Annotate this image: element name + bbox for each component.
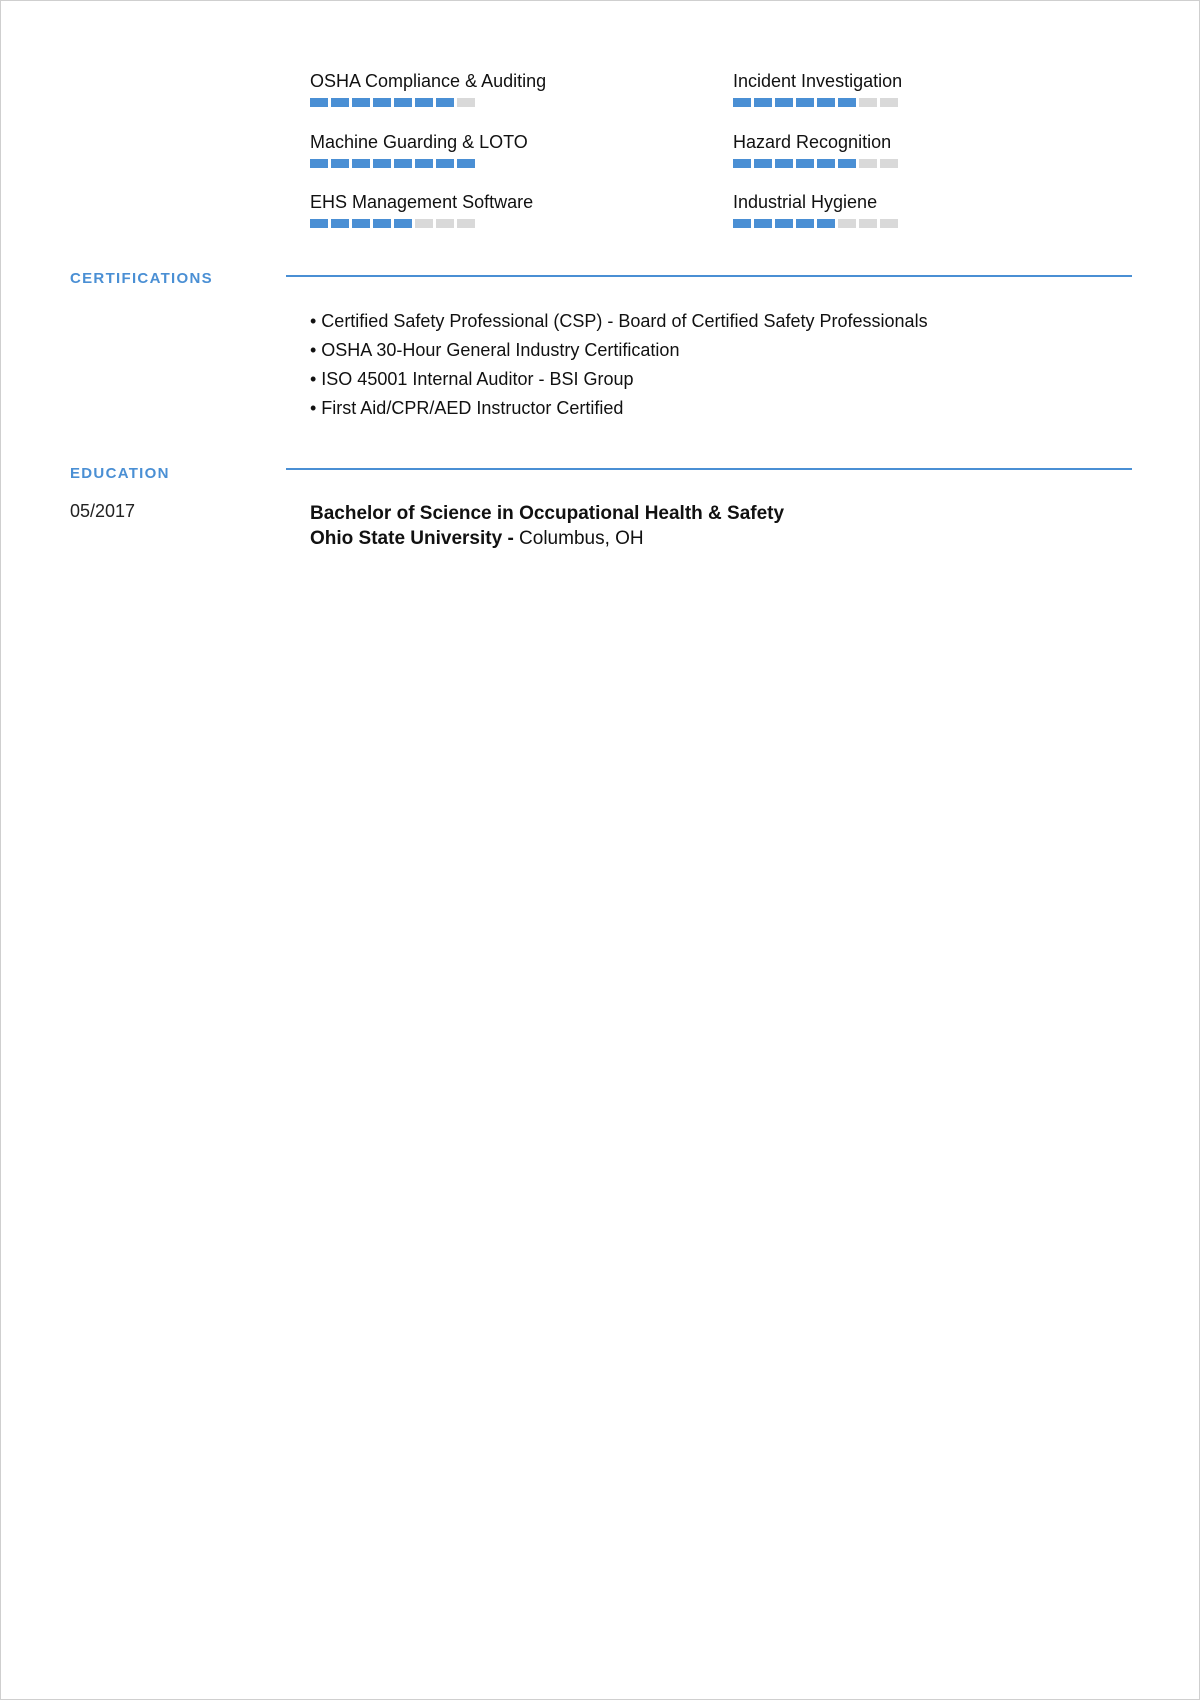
skill-rating (733, 219, 1093, 228)
rating-segment-empty (457, 219, 475, 228)
rating-segment-filled (352, 219, 370, 228)
rating-segment-filled (838, 159, 856, 168)
section-divider (286, 275, 1132, 277)
skill-item (310, 131, 670, 168)
education-degree: Bachelor of Science in Occupational Health & Safety (310, 503, 785, 524)
rating-segment-filled (310, 159, 328, 168)
rating-segment-filled (754, 159, 772, 168)
skill-item (310, 70, 670, 107)
rating-segment-empty (457, 98, 475, 107)
skill-rating (310, 219, 670, 228)
education-heading: EDUCATION (70, 465, 170, 482)
certification-item: • First Aid/CPR/AED Instructor Certified (310, 398, 624, 418)
rating-segment-filled (436, 98, 454, 107)
certifications-list (310, 307, 928, 423)
rating-segment-filled (796, 159, 814, 168)
rating-segment-filled (394, 159, 412, 168)
skill-rating (310, 159, 670, 168)
rating-segment-filled (754, 98, 772, 107)
section-divider (286, 468, 1132, 470)
rating-segment-filled (796, 219, 814, 228)
skill-name: Industrial Hygiene (733, 192, 878, 212)
certifications-heading: CERTIFICATIONS (70, 270, 213, 287)
rating-segment-filled (733, 98, 751, 107)
rating-segment-empty (859, 98, 877, 107)
skill-name: Incident Investigation (733, 71, 903, 91)
rating-segment-filled (733, 159, 751, 168)
education-school: Ohio State University - (310, 528, 520, 549)
education-institution-line (310, 526, 784, 551)
rating-segment-filled (796, 98, 814, 107)
rating-segment-filled (436, 159, 454, 168)
skill-item (733, 131, 1093, 168)
skill-name: Hazard Recognition (733, 132, 892, 152)
rating-segment-filled (373, 219, 391, 228)
skill-item (733, 191, 1093, 228)
rating-segment-filled (310, 219, 328, 228)
rating-segment-filled (352, 98, 370, 107)
rating-segment-empty (880, 159, 898, 168)
rating-segment-filled (394, 219, 412, 228)
rating-segment-filled (775, 159, 793, 168)
certification-item: • ISO 45001 Internal Auditor - BSI Group (310, 369, 634, 389)
skill-rating (310, 98, 670, 107)
rating-segment-empty (415, 219, 433, 228)
rating-segment-empty (859, 159, 877, 168)
certification-item: • Certified Safety Professional (CSP) - Board of Certified Safety Professionals (310, 311, 928, 331)
rating-segment-filled (394, 98, 412, 107)
rating-segment-filled (331, 219, 349, 228)
rating-segment-filled (415, 159, 433, 168)
rating-segment-filled (733, 219, 751, 228)
rating-segment-filled (754, 219, 772, 228)
rating-segment-filled (331, 159, 349, 168)
rating-segment-empty (859, 219, 877, 228)
skill-item (733, 70, 1093, 107)
rating-segment-filled (373, 159, 391, 168)
skill-name: EHS Management Software (310, 192, 534, 212)
skill-rating (733, 159, 1093, 168)
education-entry (310, 501, 784, 551)
skill-name: Machine Guarding & LOTO (310, 132, 528, 152)
rating-segment-filled (310, 98, 328, 107)
skill-item (310, 191, 670, 228)
rating-segment-filled (817, 98, 835, 107)
rating-segment-empty (436, 219, 454, 228)
skill-rating (733, 98, 1093, 107)
rating-segment-filled (775, 98, 793, 107)
rating-segment-filled (817, 159, 835, 168)
skill-name: OSHA Compliance & Auditing (310, 71, 547, 91)
rating-segment-filled (331, 98, 349, 107)
rating-segment-empty (880, 219, 898, 228)
rating-segment-filled (838, 98, 856, 107)
rating-segment-filled (457, 159, 475, 168)
education-location: Columbus, OH (519, 528, 644, 549)
certification-item: • OSHA 30-Hour General Industry Certification (310, 340, 680, 360)
rating-segment-empty (880, 98, 898, 107)
rating-segment-filled (415, 98, 433, 107)
education-date: 05/2017 (70, 501, 136, 521)
rating-segment-filled (817, 219, 835, 228)
rating-segment-empty (838, 219, 856, 228)
rating-segment-filled (775, 219, 793, 228)
rating-segment-filled (352, 159, 370, 168)
rating-segment-filled (373, 98, 391, 107)
